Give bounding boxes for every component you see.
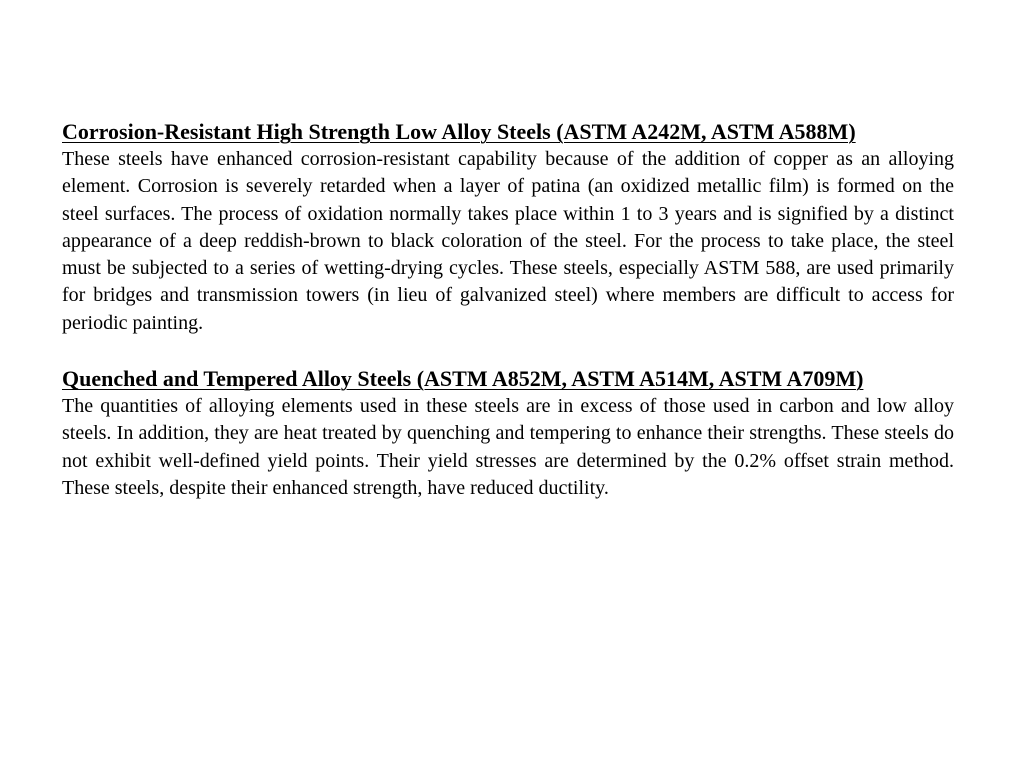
section-body: These steels have enhanced corrosion-resistant capability because of the addition of copper as an alloying element. Corrosion is severely retarded when a layer of patina (an oxidized metallic film) is formed on the steel surfaces. The process of oxidation normally takes place within 1 to 3 years and is signified by a distinct appearance of a deep reddish-brown to black coloration of the steel. For the process to take place, the steel must be subjected to a series of wetting-drying cycles. These steels, especially ASTM 588, are used primarily for bridges and transmission towers (in lieu of galvanized steel) where members are difficult to access for periodic painting.: [62, 148, 954, 334]
document-page: [62, 117, 954, 502]
section-body: The quantities of alloying elements used in these steels are in excess of those used in carbon and low alloy steels. In addition, they are heat treated by quenching and tempering to enhance their strengths. These steels do not exhibit well-defined yield points. Their yield stresses are determined by the 0.2% offset strain method. These steels, despite their enhanced strength, have reduced ductility.: [62, 395, 954, 499]
section-heading: Quenched and Tempered Alloy Steels (ASTM A852M, ASTM A514M, ASTM A709M): [62, 366, 864, 392]
section-corrosion-resistant-steels: [62, 117, 954, 337]
section-quenched-tempered-steels: [62, 364, 954, 502]
section-heading: Corrosion-Resistant High Strength Low Alloy Steels (ASTM A242M, ASTM A588M): [62, 119, 856, 144]
